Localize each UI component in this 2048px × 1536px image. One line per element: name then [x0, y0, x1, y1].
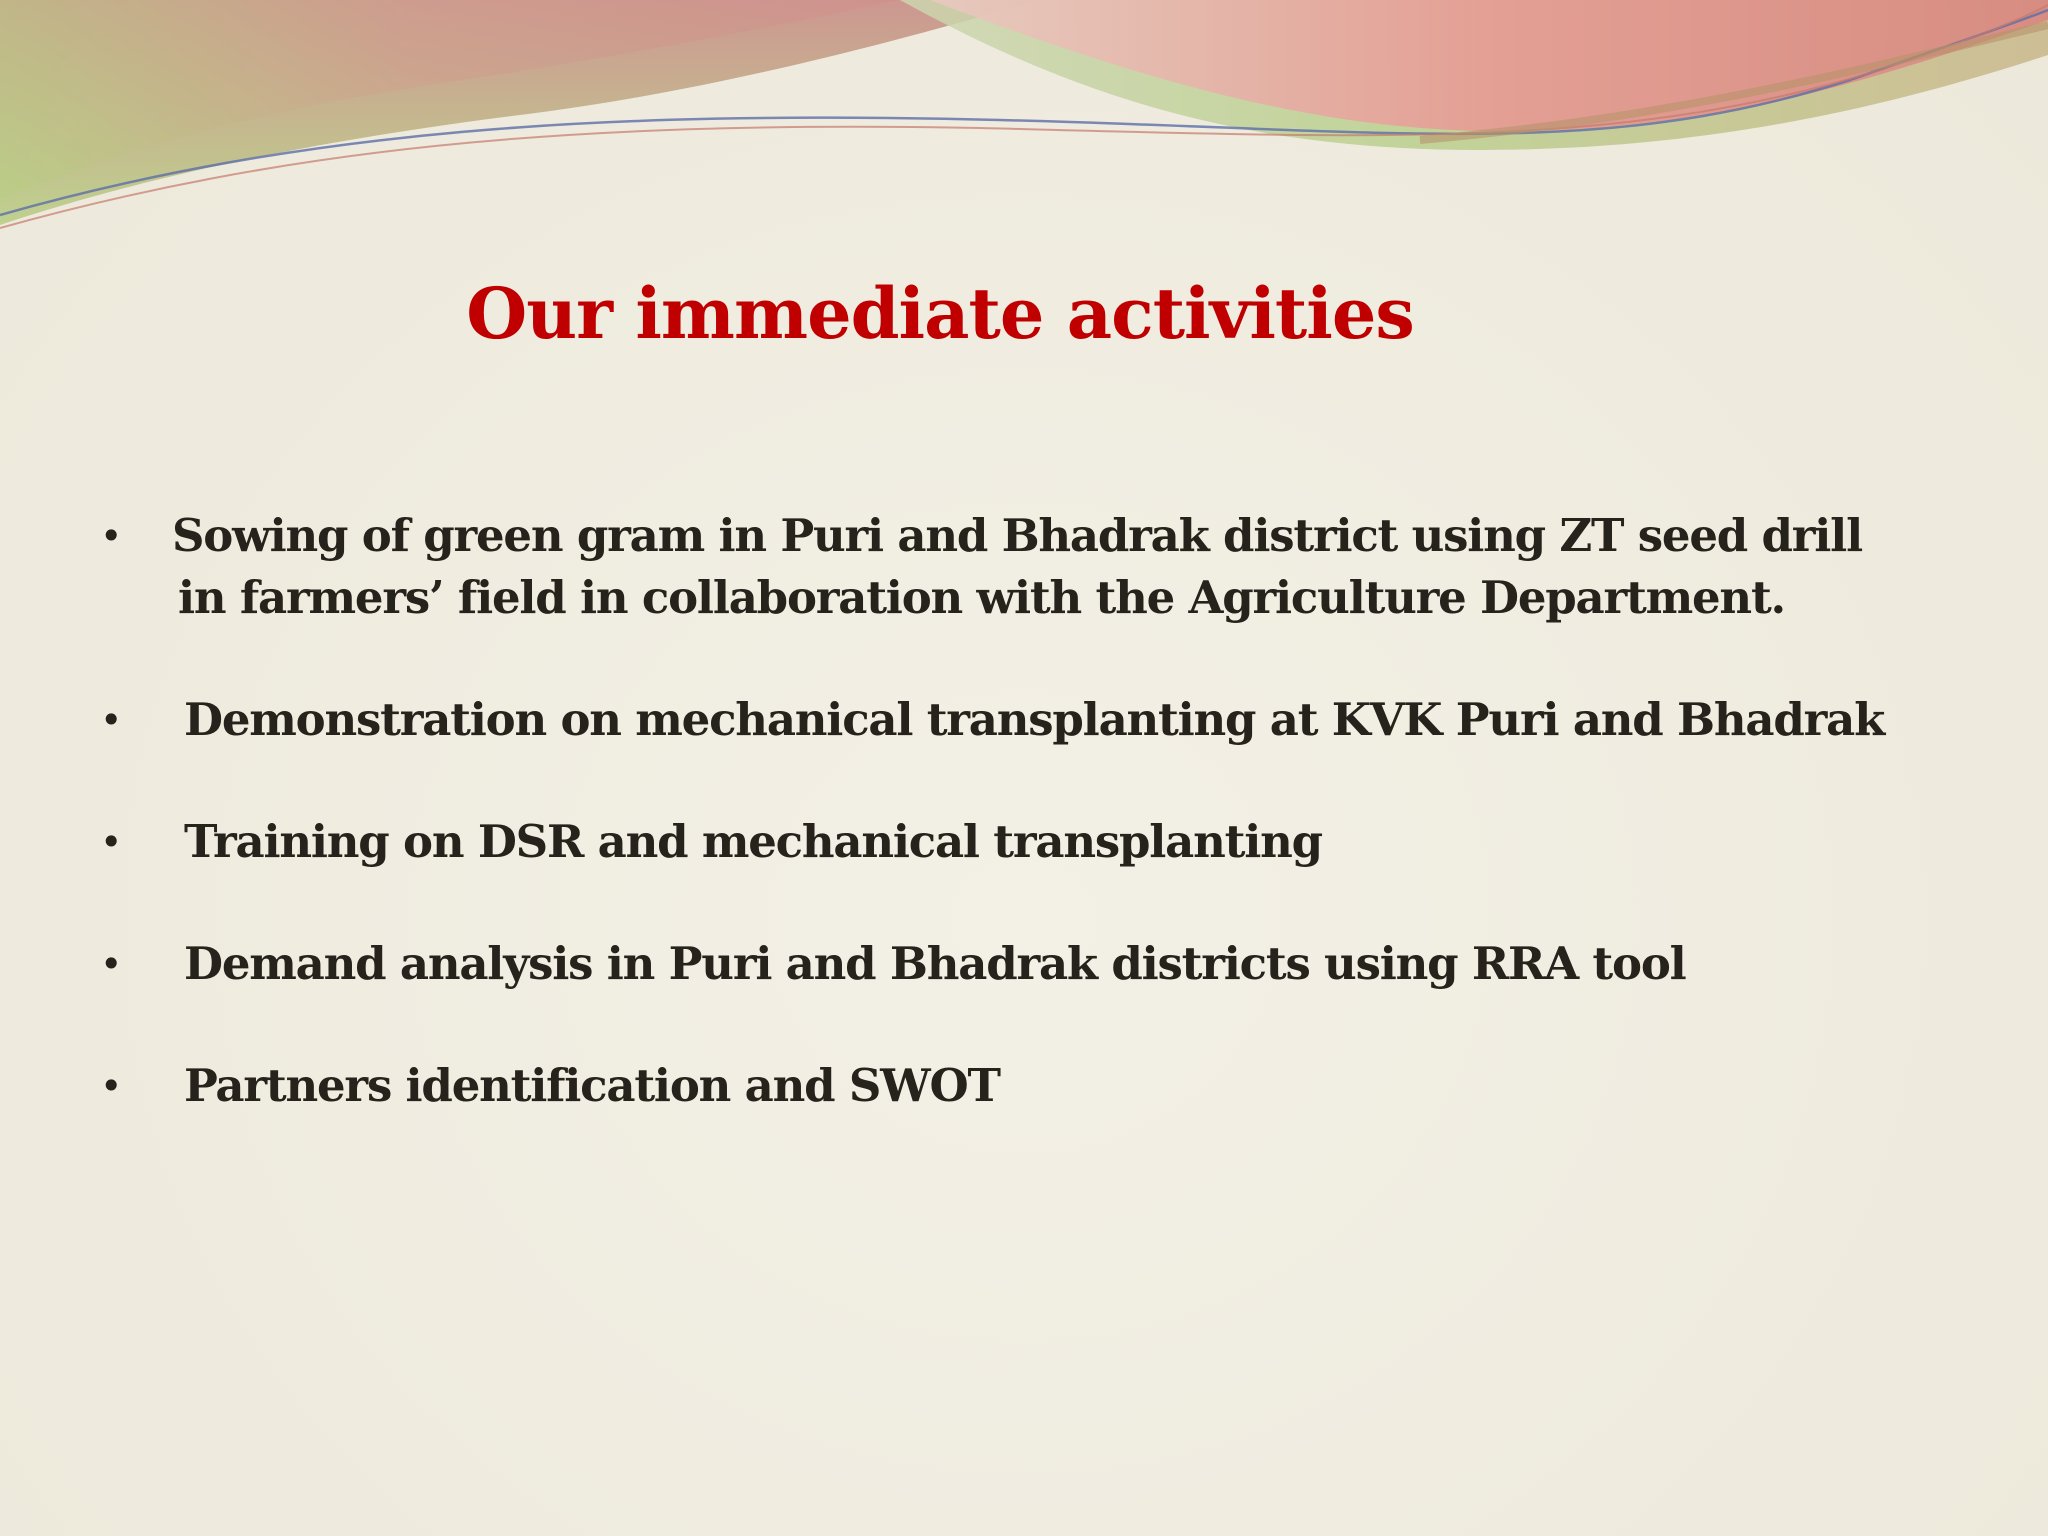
bullet-text: Demand analysis in Puri and Bhadrak districts using RRA tool — [184, 937, 1686, 990]
bullet-item — [100, 811, 2000, 873]
bullet-item — [100, 689, 2000, 751]
bullet-point-icon: • — [100, 820, 122, 864]
bullet-text: Sowing of green gram in Puri and Bhadrak district using ZT seed drill — [172, 509, 1862, 562]
bullet-text-continuation: in farmers’ field in collaboration with the Agriculture Department. — [178, 571, 1785, 624]
bullet-point-icon: • — [100, 1064, 122, 1108]
bullet-point-icon: • — [100, 514, 122, 558]
bullet-text: Training on DSR and mechanical transplanting — [184, 815, 1322, 868]
bullet-text: Demonstration on mechanical transplanting at KVK Puri and Bhadrak — [184, 693, 1885, 746]
bullet-list — [100, 505, 2000, 1117]
bullet-item — [100, 1055, 2000, 1117]
bullet-text: Partners identification and SWOT — [184, 1059, 1000, 1112]
bullet-item — [100, 933, 2000, 995]
bullet-point-icon: • — [100, 698, 122, 742]
slide-title: Our immediate activities — [466, 272, 1414, 355]
decorative-wave-header — [0, 0, 2048, 240]
bullet-point-icon: • — [100, 942, 122, 986]
bullet-item — [100, 505, 2000, 629]
